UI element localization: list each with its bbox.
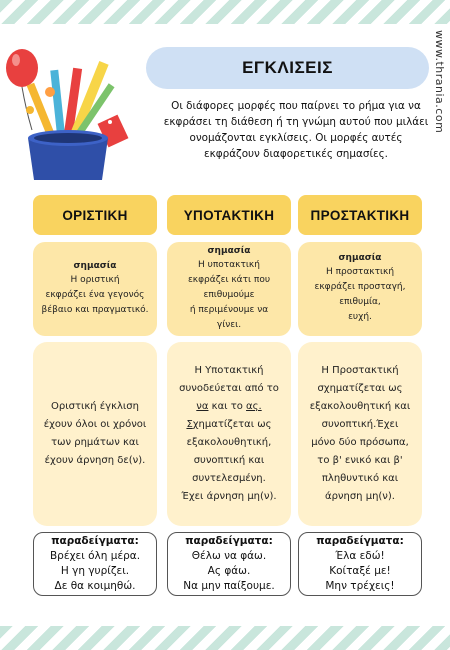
description-box-prostaktiki	[298, 342, 422, 526]
top-stripe-border	[0, 0, 450, 24]
meaning-label: σημασία	[207, 245, 251, 256]
example-line: Έλα εδώ!	[335, 550, 385, 562]
meaning-box-ypotaktiki	[167, 242, 291, 336]
description-box-oristiki	[33, 342, 157, 526]
examples-box-prostaktiki	[298, 532, 422, 596]
word-na: να	[196, 401, 209, 412]
examples-label: παραδείγματα:	[51, 535, 139, 547]
meaning-text: Η προστακτική εκφράζει προσταγή, επιθυμία, ευχή.	[314, 267, 406, 322]
example-line: Να μην παίξουμε.	[183, 580, 275, 592]
bottom-stripe-border	[0, 626, 450, 650]
intro-paragraph: Οι διάφορες μορφές που παίρνει το ρήμα για να εκφράσει τη διάθεση ή τη γνώμη αυτού που μιλάει ονομάζονται εγκλίσεις. Οι μορφές αυτές εκφράζουν διαφορετικές σημασίες.	[163, 100, 429, 160]
meaning-label: σημασία	[73, 260, 117, 271]
meaning-box-oristiki	[33, 242, 157, 336]
example-line: Κοίταξέ με!	[329, 565, 391, 577]
heading-prostaktiki: ΠΡΟΣΤΑΚΤΙΚΗ	[298, 195, 422, 235]
examples-label: παραδείγματα:	[316, 535, 404, 547]
meaning-label: σημασία	[338, 253, 382, 263]
example-line: Θέλω να φάω.	[191, 550, 267, 562]
heading-oristiki: ΟΡΙΣΤΙΚΗ	[33, 195, 157, 235]
description-text: Η Προστακτική σχηματίζεται ως εξακολουθητική και συνοπτική.Έχει μόνο δύο πρόσωπα, το β' ενικό και β' πληθυντικό και άρνηση μη(ν).	[309, 365, 411, 502]
description-box-ypotaktiki	[167, 342, 291, 526]
example-line: Ας φάω.	[207, 565, 251, 577]
example-line: Βρέχει όλη μέρα.	[49, 550, 141, 562]
letter-s: Σ	[186, 419, 193, 430]
description-text: Η Υποτακτική συνοδεύεται από το να και το ας. Σχηματίζεται ως εξακολουθητική, συνοπτική και συντελεσμένη. Έχει άρνηση μη(ν).	[179, 365, 279, 502]
page-title: ΕΓΚΛΙΣΕΙΣ	[146, 47, 429, 89]
site-url: www.thrania.com	[433, 30, 446, 134]
example-line: Δε θα κοιμηθώ.	[54, 580, 136, 592]
heading-ypotaktiki: ΥΠΟΤΑΚΤΙΚΗ	[167, 195, 291, 235]
examples-label: παραδείγματα:	[185, 535, 273, 547]
examples-box-oristiki	[33, 532, 157, 596]
example-line: Η γη γυρίζει.	[60, 565, 130, 577]
example-line: Μην τρέχεις!	[325, 580, 395, 592]
meaning-box-prostaktiki	[298, 242, 422, 336]
examples-box-ypotaktiki	[167, 532, 291, 596]
meaning-text: Η οριστική εκφράζει ένα γεγονός βέβαιο και πραγματικό.	[41, 274, 149, 315]
description-text: Οριστική έγκλιση έχουν όλοι οι χρόνοι των ρημάτων και έχουν άρνηση δε(ν).	[43, 401, 147, 466]
word-as: ας.	[246, 401, 262, 412]
school-supplies-cup-illustration	[2, 30, 142, 180]
meaning-text: Η υποτακτική εκφράζει κάτι που επιθυμούμε ή περιμένουμε να γίνει.	[187, 259, 271, 330]
